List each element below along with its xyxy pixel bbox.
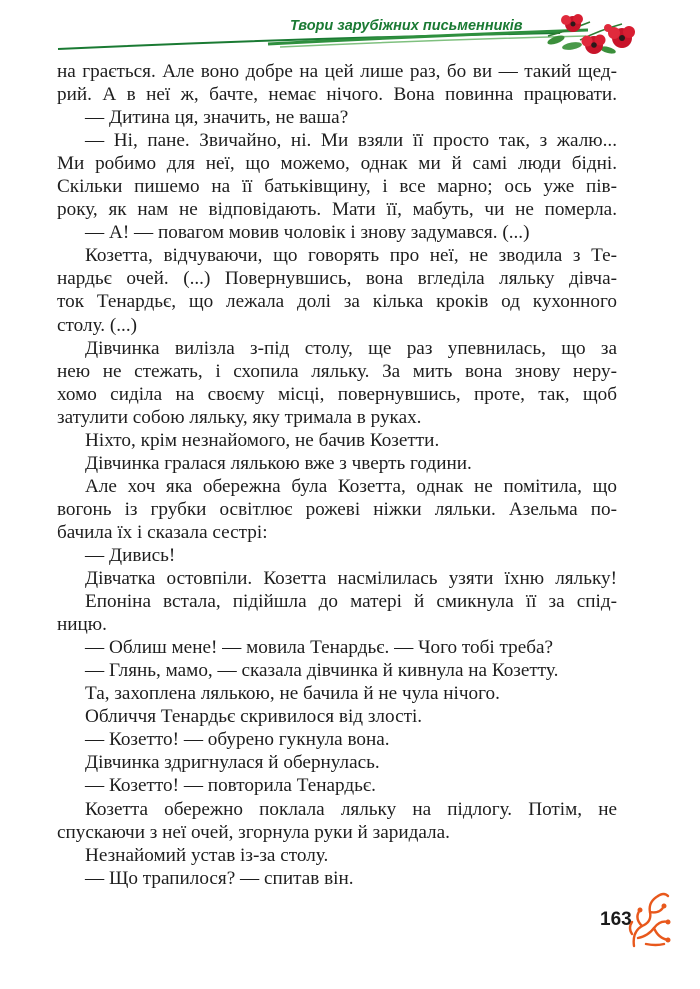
text-line: Дівчинка гралася лялькою вже з чверть години.	[85, 452, 472, 474]
text-line: спускаючи з неї очей, згорнула руки й заридала.	[57, 821, 450, 843]
body-text	[57, 60, 617, 890]
text-line: нею не стежать, і схопила ляльку. За мить вона знову неру-	[57, 360, 617, 382]
text-line: Дівчатка остовпіли. Козетта насмілилась узяти їхню ляльку!	[85, 568, 617, 590]
text-line: нардьє очей. (...) Повернувшись, вона вгледіла ляльку дівча-	[57, 268, 617, 290]
text-line: Дівчинка здригнулася й обернулась.	[85, 752, 380, 774]
text-line: на грається. Але воно добре на цей лише раз, бо ви — такий щед-	[57, 61, 617, 82]
text-line: затулити собою ляльку, яку тримала в руках.	[57, 406, 422, 428]
text-line: Козетта, відчуваючи, що говорять про неї, не зводила з Те-	[85, 245, 617, 267]
text-line: Козетта обережно поклала ляльку на підлогу. Потім, не	[85, 798, 617, 820]
poppy-flower-icon	[582, 35, 606, 55]
text-line: — А! — повагом мовив чоловік і знову задумався. (...)	[85, 222, 530, 244]
text-line: — Козетто! — обурено гукнула вона.	[85, 729, 390, 751]
text-line: — Дитина ця, значить, не ваша?	[85, 107, 349, 129]
text-line: — Козетто! — повторила Тенардьє.	[85, 775, 376, 797]
text-line: — Глянь, мамо, — сказала дівчинка й кивнула на Козетту.	[85, 660, 559, 682]
text-line: ток Тенардьє, що лежала долі за кілька кроків од кухонного	[57, 291, 617, 313]
text-line: Обличчя Тенардьє скривилося від злості.	[85, 706, 423, 728]
poppy-bud-icon	[604, 24, 612, 32]
text-line: — Дивись!	[85, 544, 176, 566]
poppy-flower-icon	[608, 26, 635, 48]
text-line: столу. (...)	[57, 314, 137, 336]
text-line: Скільки пишемо на її батьківщину, і все марно; ось уже пів-	[57, 176, 617, 198]
text-line: Але хоч яка обережна була Козетта, однак не помітила, що	[85, 475, 617, 497]
text-line: — Облиш мене! — мовила Тенардьє. — Чого тобі треба?	[85, 637, 554, 659]
text-line: Ніхто, крім незнайомого, не бачив Козетти.	[85, 429, 440, 451]
text-line: Та, захоплена лялькою, не бачила й не чула нічого.	[85, 683, 500, 705]
text-line: Дівчинка вилізла з-під столу, ще раз упевнилась, що за	[85, 337, 617, 359]
text-line: ницю.	[57, 614, 107, 636]
text-line: хомо сиділа на своєму місці, повернувшись, проте, так, щоб	[57, 383, 617, 405]
leaf-icon	[562, 41, 583, 51]
corner-ornament-icon	[628, 888, 672, 950]
text-line: вогонь із грубки освітлює рожеві ніжки ляльки. Азельма по-	[57, 498, 617, 520]
text-line: — Що трапилося? — спитав він.	[85, 867, 354, 889]
running-header-title: Твори зарубіжних письменників	[290, 18, 523, 34]
text-line: Епоніна встала, підійшла до матері й смикнула її за спід-	[85, 591, 617, 613]
text-line: рий. А в неї ж, бачте, немає нічого. Вона повинна працювати.	[57, 84, 617, 106]
text-line: року, як нам не відповідають. Мати її, мабуть, чи не померла.	[57, 199, 617, 221]
text-line: бачила їх і сказала сестрі:	[57, 521, 268, 543]
text-line: — Ні, пане. Звичайно, ні. Ми взяли її просто так, з жалю...	[85, 130, 617, 152]
page-number: 163	[600, 909, 632, 930]
text-line: Незнайомий устав із-за столу.	[85, 844, 329, 866]
text-line: Ми робимо для неї, що можемо, однак ми й самі люди бідні.	[57, 153, 617, 175]
